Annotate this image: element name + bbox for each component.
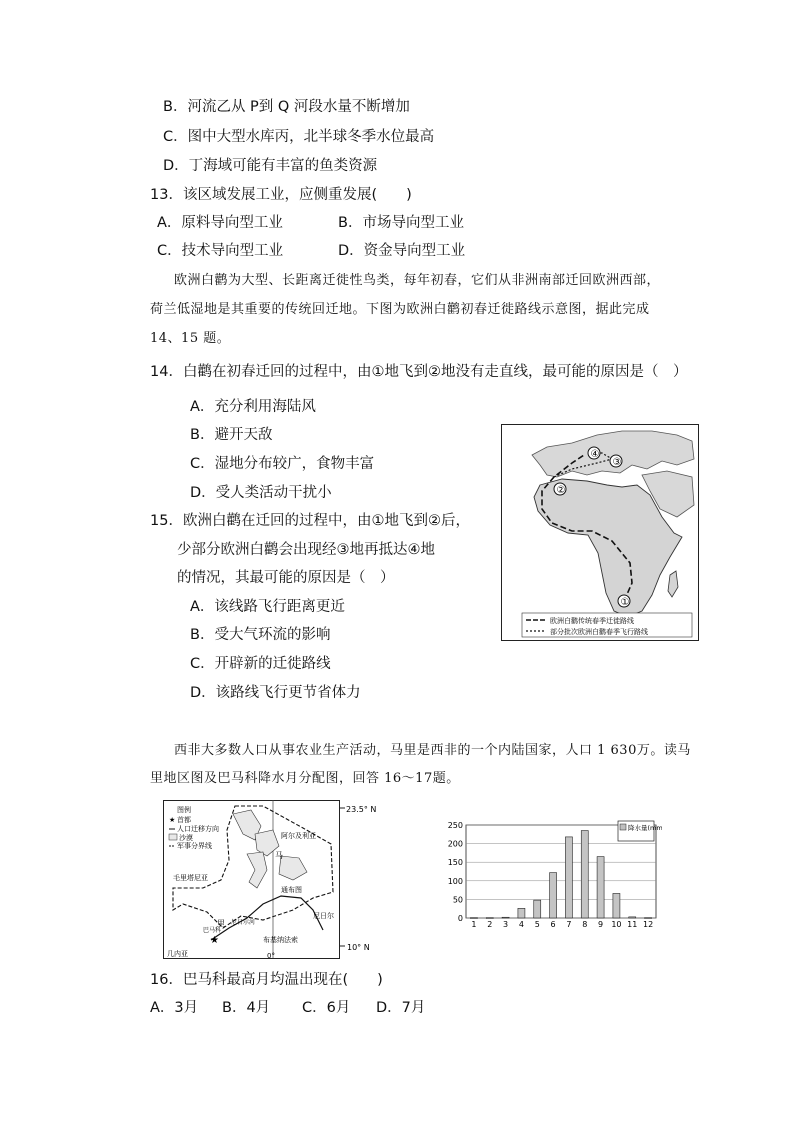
q15-stem-line1: 15．欧洲白鹳在迁回的过程中，由①地飞到②后， xyxy=(150,513,470,529)
legend-star-icon: ★ xyxy=(169,816,176,824)
guinea-label: 几内亚 xyxy=(167,950,188,958)
precipitation-chart-svg xyxy=(438,815,662,933)
q15-option-d: D．该路线飞行更节省体力 xyxy=(190,685,361,701)
point-4-label: ④ xyxy=(590,449,600,460)
legend-partial-text: 部分批次欧洲白鹳春季飞行路线 xyxy=(550,628,648,636)
q13-stem: 13．该区域发展工业，应侧重发展( ) xyxy=(150,187,412,203)
precip-bar-month-2 xyxy=(486,918,493,919)
precip-bar-month-9 xyxy=(597,857,604,918)
mali-label-b: 里 xyxy=(217,919,225,928)
burkina-label: 布基纳法索 xyxy=(263,936,298,944)
point-3-label: ③ xyxy=(612,457,622,468)
precip-x-tick-label: 3 xyxy=(503,920,509,929)
niger-label: 尼日尔 xyxy=(313,912,334,920)
precip-bar-month-6 xyxy=(550,873,557,918)
europe-land xyxy=(532,431,694,477)
precip-bar-month-1 xyxy=(470,918,477,919)
meridian-label: 0° xyxy=(267,952,275,960)
precip-x-tick-label: 5 xyxy=(534,920,540,929)
legend-border-text: 军事分界线 xyxy=(177,842,212,850)
precip-bar-month-5 xyxy=(534,900,541,918)
precip-bar-month-8 xyxy=(581,831,588,918)
q15-option-b: B．受大气环流的影响 xyxy=(190,627,331,643)
passage2-line2: 里地区图及巴马科降水月分配图，回答 16～17题。 xyxy=(150,771,460,786)
q13-option-b: B．市场导向型工业 xyxy=(338,215,464,231)
legend-title: 图例 xyxy=(177,806,191,814)
timbuktu-label: 通布图 xyxy=(281,886,302,894)
q12-option-d: D．丁海域可能有丰富的鱼类资源 xyxy=(163,158,378,174)
stork-migration-map xyxy=(501,424,699,641)
q14-option-a: A．充分利用海陆风 xyxy=(190,399,316,415)
q14-option-b: B．避开天敌 xyxy=(190,427,273,443)
precip-x-tick-label: 1 xyxy=(471,920,477,929)
point-1-label: ① xyxy=(620,597,630,608)
precip-x-tick-label: 7 xyxy=(566,920,572,929)
precip-x-tick-label: 12 xyxy=(642,920,654,929)
q15-option-a: A．该线路飞行距离更近 xyxy=(190,599,345,615)
q16-option-d: D．7月 xyxy=(376,1000,426,1016)
q15-stem-line2: 少部分欧洲白鹳会出现经③地再抵达④地 xyxy=(177,542,435,558)
precip-bar-month-10 xyxy=(613,893,620,918)
madagascar-land xyxy=(668,571,678,597)
bamako-label: 巴马科 xyxy=(203,927,222,934)
precip-x-tick-label: 6 xyxy=(550,920,556,929)
q16-stem: 16．巴马科最高月均温出现在( ) xyxy=(150,972,383,988)
precip-bar-month-3 xyxy=(502,917,509,918)
legend-traditional-text: 欧洲白鹳传统春季迁徙路线 xyxy=(550,617,634,625)
q14-option-d: D．受人类活动干扰小 xyxy=(190,485,332,501)
q15-option-c: C．开辟新的迁徙路线 xyxy=(190,656,331,672)
q13-option-d: D．资金导向型工业 xyxy=(338,243,466,259)
precip-y-tick-label: 150 xyxy=(447,858,463,868)
precip-bar-month-4 xyxy=(518,908,525,918)
precip-bar-month-7 xyxy=(565,837,572,918)
precip-x-tick-label: 9 xyxy=(598,920,604,929)
legend-desert-text: 沙漠 xyxy=(179,834,193,842)
mali-map xyxy=(163,800,385,960)
legend-desert-swatch xyxy=(169,834,177,840)
precipitation-chart xyxy=(438,815,662,933)
precip-y-tick-label: 250 xyxy=(447,821,463,830)
q14-stem: 14．白鹳在初春迁回的过程中，由①地飞到②地没有走直线，最可能的原因是（ ） xyxy=(150,364,688,380)
precip-y-tick-label: 200 xyxy=(447,839,463,849)
passage1-line3: 14、15 题。 xyxy=(150,331,231,346)
mali-map-svg xyxy=(163,800,385,960)
q16-option-c: C．6月 xyxy=(302,1000,351,1016)
legend-migration-text: 人口迁移方向 xyxy=(177,825,219,833)
q15-stem-line3: 的情况，其最可能的原因是（ ） xyxy=(177,570,395,586)
precip-x-tick-label: 2 xyxy=(487,920,493,929)
precip-legend-text: 降水量(mm) xyxy=(628,824,662,832)
q12-option-b: B．河流乙从 P到 Q 河段水量不断增加 xyxy=(163,99,410,115)
precip-y-tick-label: 100 xyxy=(447,876,463,886)
algeria-label: 阿尔及利亚 xyxy=(281,832,316,840)
passage1-line1: 欧洲白鹳为大型、长距离迁徙性鸟类，每年初春，它们从非洲南部迁回欧洲西部， xyxy=(174,273,661,288)
q16-option-a: A．3月 xyxy=(150,1000,199,1016)
q16-option-b: B．4月 xyxy=(222,1000,271,1016)
precip-x-tick-label: 4 xyxy=(518,920,524,929)
q13-option-c: C．技术导向型工业 xyxy=(157,243,284,259)
q12-option-c: C．图中大型水库丙，北半球冬季水位最高 xyxy=(163,129,435,145)
precip-x-tick-label: 8 xyxy=(582,920,588,929)
q13-option-a: A．原料导向型工业 xyxy=(157,215,283,231)
q14-option-c: C．湿地分布较广，食物丰富 xyxy=(190,456,375,472)
lat-bottom-label: 10° N xyxy=(347,943,370,952)
precip-y-tick-label: 0 xyxy=(457,914,463,923)
precip-bar-month-12 xyxy=(645,918,652,919)
river-label: 尼日尔河 xyxy=(231,919,256,926)
passage1-line2: 荷兰低湿地是其重要的传统回迁地。下图为欧洲白鹳初春迁徙路线示意图，据此完成 xyxy=(150,302,650,317)
stork-map-svg xyxy=(502,425,698,640)
point-2-label: ② xyxy=(556,485,566,496)
precip-legend-swatch xyxy=(620,824,626,830)
capital-star-icon: ★ xyxy=(210,935,219,946)
precip-x-tick-label: 10 xyxy=(611,920,622,929)
mali-label-a: 马 xyxy=(275,851,283,860)
precip-y-tick-label: 50 xyxy=(452,895,463,905)
precip-bar-month-11 xyxy=(629,917,636,918)
mauritania-label: 毛里塔尼亚 xyxy=(173,874,208,882)
legend-capital-text: 首都 xyxy=(177,816,191,824)
passage2-line1: 西非大多数人口从事农业生产活动，马里是西非的一个内陆国家，人口 1 630万。读马 xyxy=(174,743,691,758)
lat-top-label: 23.5° N xyxy=(346,805,377,814)
precip-x-tick-label: 11 xyxy=(627,920,638,929)
